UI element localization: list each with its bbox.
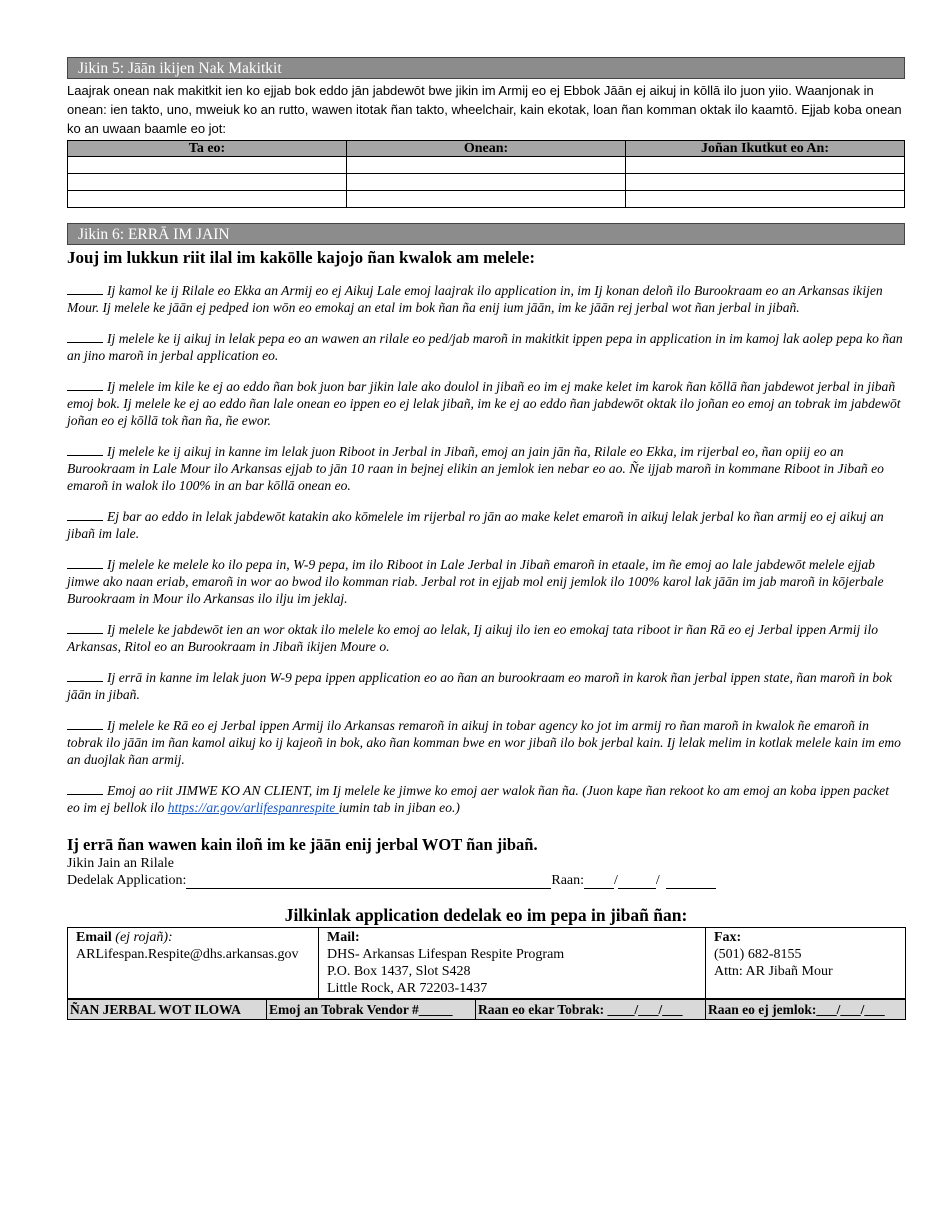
vendor-number-field[interactable]: Emoj an Tobrak Vendor #_____	[267, 1000, 476, 1020]
email-address: ARLifespan.Respite@dhs.arkansas.gov	[76, 947, 299, 962]
statement-text: Ij melele ke Rā eo ej Jerbal ippen Armij ilo Arkansas remaroñ in aikuj in tobar agency ko jot im armij ro ñan maroñ in kwalok ñe emaroñ in tobrak ilo jāān im ñan kamol aikuj ko ij kajeoñ in bok, ako ñan komman bwe en wor jibañ ilo bok jerbal kain. Ij lelak melim in kotlak melele kain im emo an duojlak ñan armij.	[67, 718, 901, 767]
dedelak-label: Dedelak Application:	[67, 873, 187, 888]
statement-text: Ij errā in kanne im lelak juon W-9 pepa ippen application eo ao ñan an burookraam eo maroñ in karok ñan jerbal ippen state, ñan maroñ in bok jāān in jibañ.	[67, 670, 893, 702]
agreement-statement	[67, 330, 905, 364]
agreement-statement	[67, 556, 905, 607]
initial-blank[interactable]	[67, 671, 103, 682]
initial-blank[interactable]	[67, 719, 103, 730]
table-cell-input[interactable]	[347, 157, 626, 174]
agreement-statement	[67, 282, 905, 316]
table-cell-input[interactable]	[68, 191, 347, 208]
statement-text: Ij melele im kile ke ej ao eddo ñan bok juon bar jikin lale ako doulol in jibañ eo im ej make kelet im karok ñan kōllā ñan jabdewot jerbal in jibañ emoj bok. Ij melele ke ej ao eddo ñan lale onean eo ippen eo ej lelak jibañ, im ke ej ao eddo ñan jabdewōt oktak ilo joñan eo emoj an tobrak im jabdewōt joñan eo ej kōllā tok ñan ña, ñe ewor.	[67, 379, 901, 428]
section6-header: Jikin 6: ERRĀ IM JAIN	[67, 223, 905, 245]
expenses-table	[67, 140, 905, 208]
initial-blank[interactable]	[67, 558, 103, 569]
table-cell-input[interactable]	[347, 174, 626, 191]
section6-title: Jouj im lukkun riit ilal im kakōlle kajojo ñan kwalok am melele:	[67, 248, 536, 267]
table-row	[68, 157, 905, 174]
column-header-cost: Onean:	[347, 141, 626, 157]
statement-text: Ij kamol ke ij Rilale eo Ekka an Armij eo ej Aikuj Lale emoj laajrak ilo application in, im Ij konan deloñ ilo Burookraam eo an Arkansas ikijen Mour. Ij melele ke jāān ej pedped ion wōn eo emokaj an etal im bok ñan ña enij ium jāān, im ke jāān rej jerbal wot ñan jerbal in jibañ.	[67, 283, 883, 315]
form-page	[67, 57, 905, 1020]
initial-blank[interactable]	[67, 510, 103, 521]
agreement-statement	[67, 443, 905, 494]
date-month-field[interactable]	[584, 874, 614, 889]
fax-label: Fax:	[714, 930, 742, 945]
respite-link[interactable]: https://ar.gov/arlifespanrespite	[167, 800, 339, 815]
initial-blank[interactable]	[67, 284, 103, 295]
received-date-field[interactable]: Raan eo ekar Tobrak: ____/___/___	[476, 1000, 706, 1020]
statement-text: Emoj ao riit JIMWE KO AN CLIENT, im Ij melele ke jimwe ko emoj aer walok ñan ña. (Juon kape ñan rekoot ko am emoj an koba ippen packet eo im ej bellok ilo	[67, 783, 889, 815]
agreement-statement	[67, 508, 905, 542]
mail-label: Mail:	[327, 930, 360, 945]
initial-blank[interactable]	[67, 623, 103, 634]
table-cell-input[interactable]	[626, 191, 905, 208]
initial-blank[interactable]	[67, 332, 103, 343]
table-cell-input[interactable]	[347, 191, 626, 208]
date-separator: /	[655, 873, 660, 888]
statement-text: Ij melele ke ij aikuj in lelak pepa eo an wawen an rilale eo ped/jab maroñ in makitkit ippen pepa in application in im kamoj lak aolep pepa ko ñan an jino maroñ in jerbal application eo.	[67, 331, 903, 363]
office-use-table	[67, 999, 906, 1020]
table-row	[68, 191, 905, 208]
statement-text: Ij melele ke ij aikuj in kanne im lelak juon Riboot in Jerbal in Jibañ, emoj an jain jān ña, Rilale eo Ekka, im rijerbal eo, ñan opiij eo an Burookraam in Lale Mour ilo Arkansas ejjab to jān 10 raan in bejnej elikin an jemlok ien nebar eo ao. Ñe ijjab maroñ in kommane Riboot in Jibañ eo emaroñ in walok ilo 100% in an bar kōllā onean eo.	[67, 444, 884, 493]
section5-header: Jikin 5: Jāān ikijen Nak Makitkit	[67, 57, 905, 79]
table-cell-input[interactable]	[626, 157, 905, 174]
statement-text-end: iumin tab in jiban eo.)	[338, 800, 460, 815]
column-header-item: Ta eo:	[68, 141, 347, 157]
table-cell-input[interactable]	[626, 174, 905, 191]
email-note: (ej rojañ):	[115, 930, 173, 945]
end-date-field[interactable]: Raan eo ej jemlok:___/___/___	[706, 1000, 906, 1020]
table-cell-input[interactable]	[68, 157, 347, 174]
date-label: Raan:	[551, 873, 585, 888]
statement-text: Ij melele ke melele ko ilo pepa in, W-9 pepa, im ilo Riboot in Lale Jerbal in Jibañ emaroñ in etaale, im ñe emoj ao lale jabdewōt melele ejjab jimwe ako naan eriab, emaroñ in wor ao bwod ilo komman riab. Jerbal rot in ejjab mol enij jemlok ilo 100% karol lak jāān im jab maroñ in kōjerbale Burookraam in Mour ilo Arkansas ilo ilju im jeklaj.	[67, 557, 884, 606]
agreement-statement	[67, 378, 905, 429]
agreement-statement	[67, 669, 905, 703]
date-separator: /	[614, 873, 618, 888]
submit-info-table	[67, 927, 906, 999]
agreement-statement-rights	[67, 782, 905, 816]
mail-line: DHS- Arkansas Lifespan Respite Program	[327, 947, 565, 962]
table-row	[68, 174, 905, 191]
agreement-statement	[67, 621, 905, 655]
date-day-field[interactable]	[618, 874, 656, 889]
submit-title: Jilkinlak application dedelak eo im pepa in jibañ ñan:	[284, 905, 688, 925]
signature-label: Jikin Jain an Rilale	[67, 856, 174, 871]
table-cell-input[interactable]	[68, 174, 347, 191]
mail-line: P.O. Box 1437, Slot S428	[327, 964, 471, 979]
initial-blank[interactable]	[67, 445, 103, 456]
email-cell	[68, 928, 319, 999]
office-use-label: ÑAN JERBAL WOT ILOWA	[68, 1000, 267, 1020]
fax-attn: Attn: AR Jibañ Mour	[714, 964, 833, 979]
initial-blank[interactable]	[67, 380, 103, 391]
mail-line: Little Rock, AR 72203-1437	[327, 981, 488, 996]
email-label: Email	[76, 930, 112, 945]
date-year-field[interactable]	[666, 874, 716, 889]
mail-cell	[319, 928, 706, 999]
initial-blank[interactable]	[67, 784, 103, 795]
signature-line	[67, 872, 905, 889]
section5-intro: Laajrak onean nak makitkit ien ko ejjab bok eddo jān jabdewōt bwe jikin im Armij eo ej Ebbok Jāān ej aikuj in kōllā ilo juon yiio. Waanjonak in onean: ien takto, uno, mweiuk ko an rutto, wawen itotak ñan takto, wheelchair, kain ekotak, loan ñan komman oktak ilo kaamtō. Ejjab koba onean ko an uwaan baamle eo jot:	[67, 83, 902, 136]
statement-text: Ij melele ke jabdewōt ien an wor oktak ilo melele ko emoj ao lelak, Ij aikuj ilo ien eo emokaj tata riboot ir ñan Rā eo ej Jerbal ippen Armij ilo Arkansas, Ritol eo an Burookraam in Jibañ ikijen Moure o.	[67, 622, 879, 654]
fax-cell	[706, 928, 906, 999]
signature-field[interactable]	[186, 874, 551, 889]
statement-text: Ej bar ao eddo in lelak jabdewōt katakin ako kōmelele im rijerbal ro jān ao make kelet emaroñ in aikuj lelak jerbal ko ñan armij eo ej aikuj an jibañ im lale.	[67, 509, 884, 541]
fax-number: (501) 682-8155	[714, 947, 802, 962]
confirmation-heading: Ij errā ñan wawen kain iloñ im ke jāān enij jerbal WOT ñan jibañ.	[67, 835, 538, 854]
column-header-frequency: Joñan Ikutkut eo An:	[626, 141, 905, 157]
agreement-statement	[67, 717, 905, 768]
